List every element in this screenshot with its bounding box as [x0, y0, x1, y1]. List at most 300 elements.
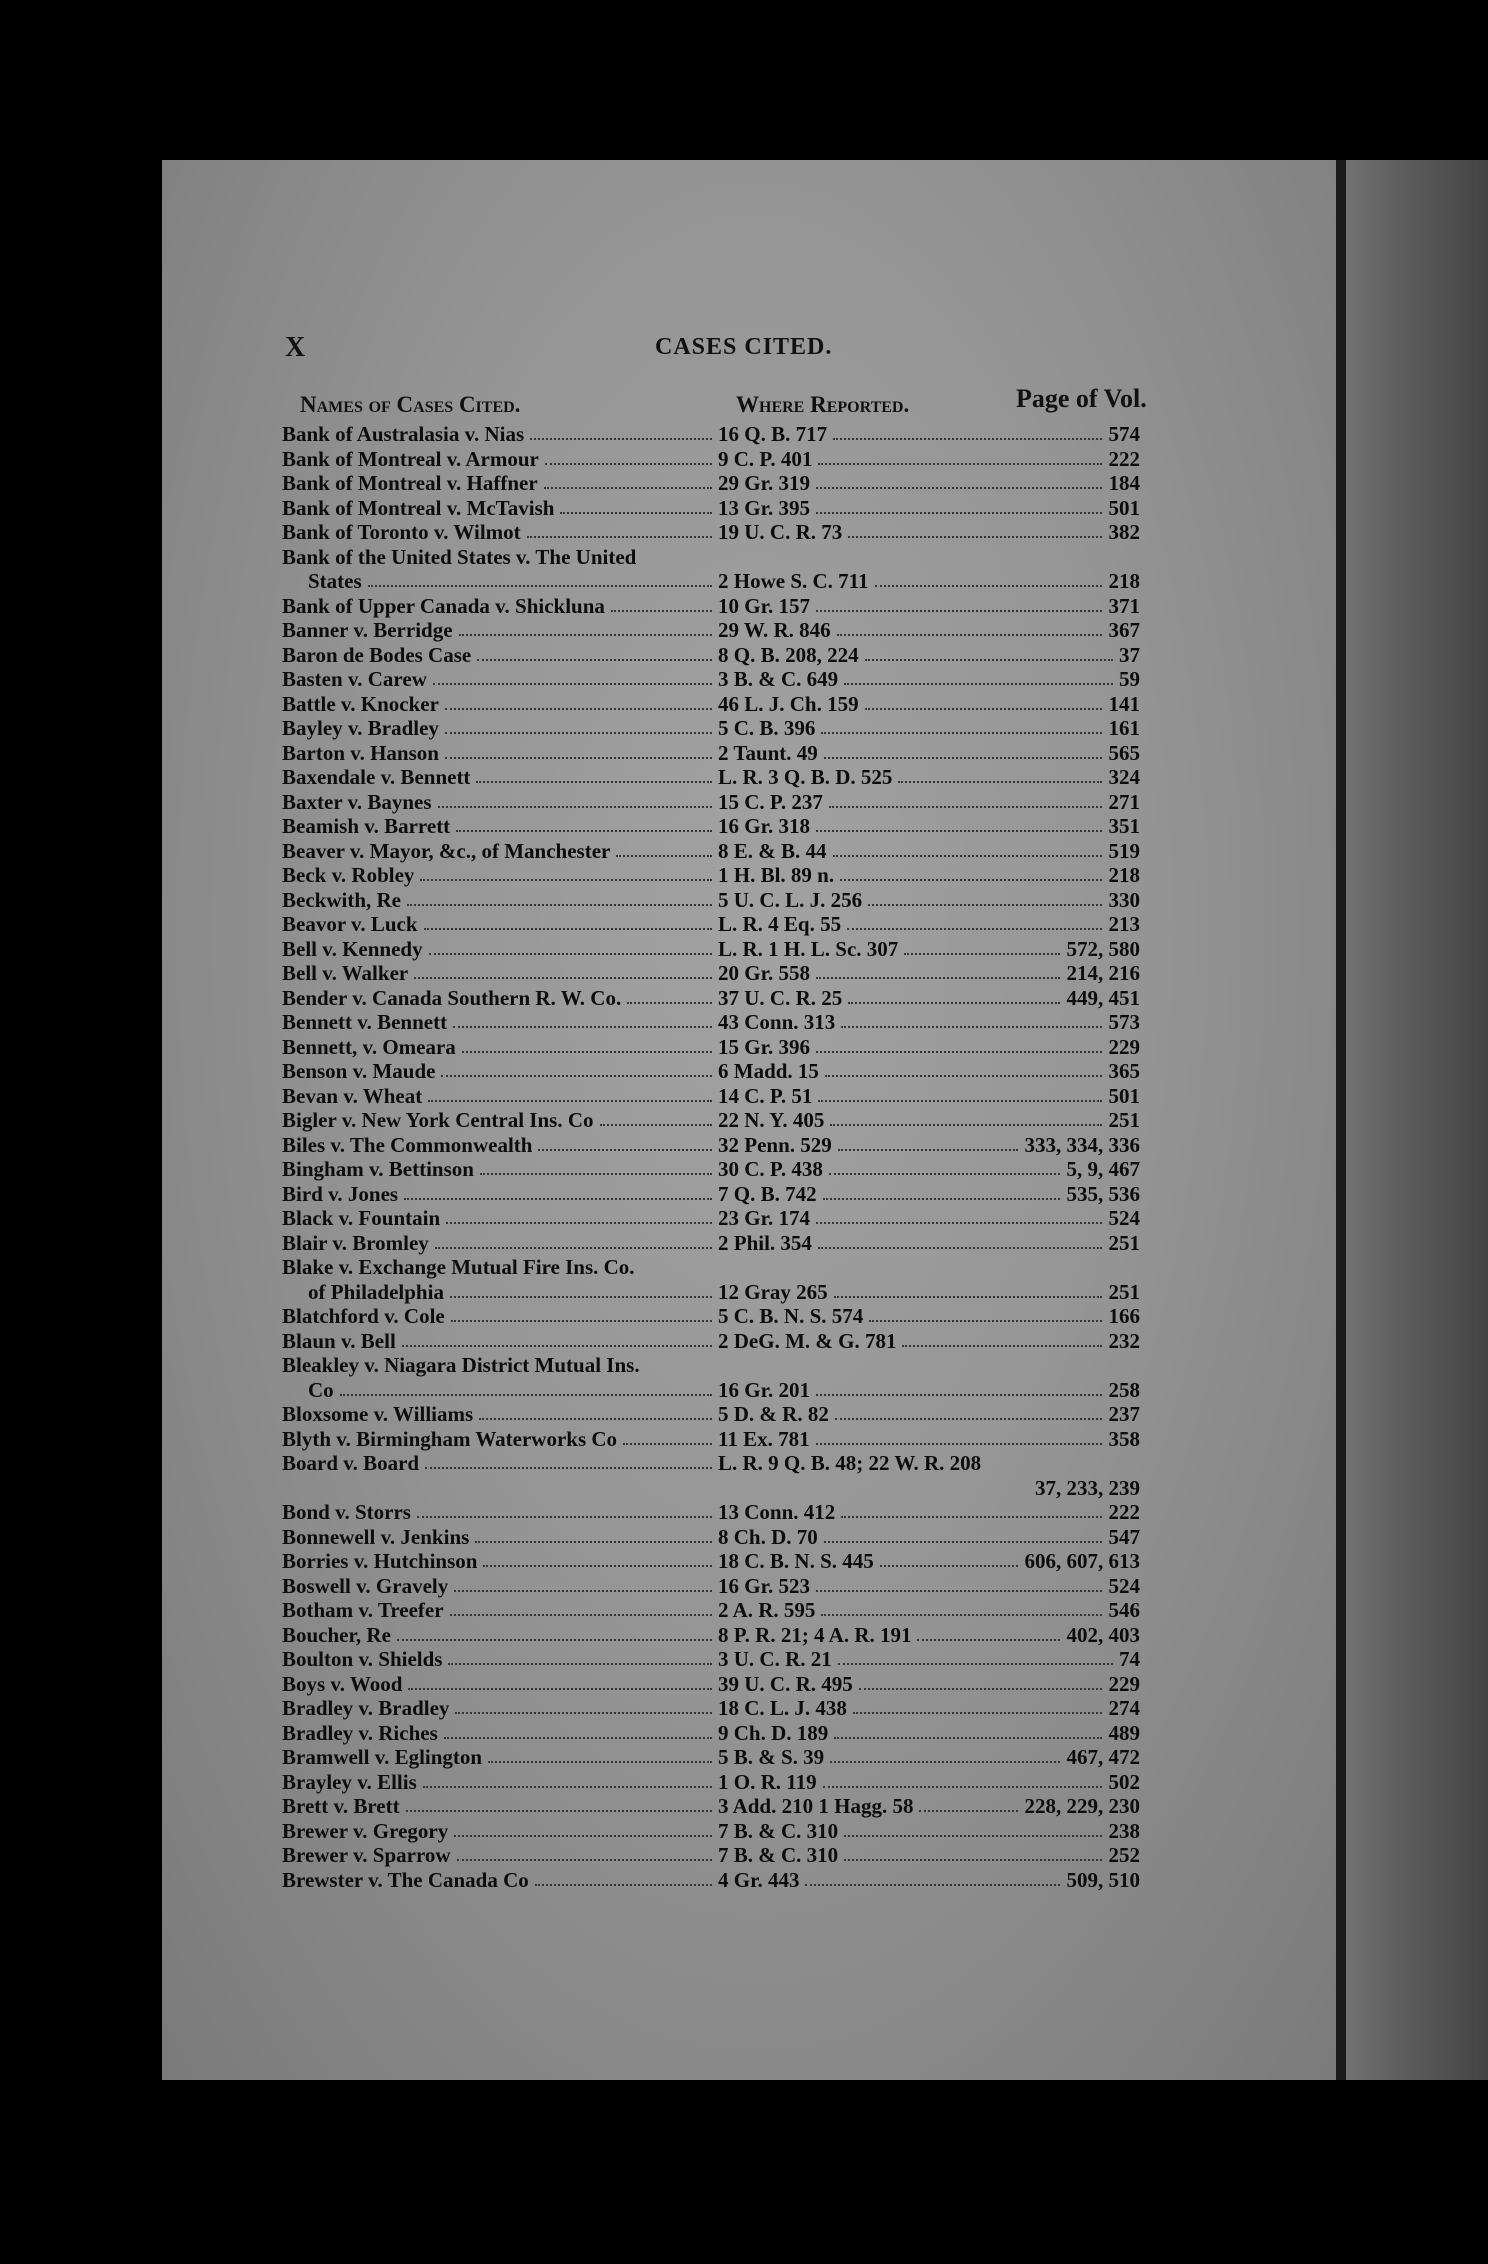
case-name: Bank of Upper Canada v. Shickluna	[282, 593, 605, 618]
case-entry	[260, 520, 1140, 545]
case-pages: 218	[1108, 569, 1140, 593]
case-name: Biles v. The Commonwealth	[282, 1132, 533, 1157]
case-entry	[260, 1182, 1140, 1207]
case-entry	[260, 1378, 1140, 1403]
case-reported: 16 Gr. 318	[718, 814, 810, 838]
dot-leader	[545, 463, 712, 465]
case-entry	[260, 1819, 1140, 1844]
case-name: Bank of Toronto v. Wilmot	[282, 520, 521, 544]
dot-leader	[848, 1002, 1060, 1004]
case-reported: 2 A. R. 595	[718, 1598, 816, 1622]
case-reported: 15 C. P. 237	[718, 789, 823, 814]
case-name: Bigler v. New York Central Ins. Co	[282, 1108, 594, 1132]
case-entry	[260, 1525, 1140, 1550]
case-pages: 501	[1108, 1083, 1140, 1108]
dot-leader	[835, 1418, 1102, 1420]
case-name: Beaver v. Mayor, &c., of Manchester	[282, 838, 611, 863]
case-entry	[260, 1794, 1140, 1819]
case-name: Bank of Montreal v. McTavish	[282, 495, 555, 520]
case-pages: 546	[1108, 1598, 1140, 1622]
dot-leader	[865, 708, 1102, 710]
dot-leader	[406, 1810, 712, 1812]
dot-leader	[530, 438, 712, 440]
case-reported: 8 Q. B. 208, 224	[718, 642, 859, 667]
case-entry	[260, 961, 1140, 986]
dot-leader	[869, 1320, 1102, 1322]
case-entry	[260, 1329, 1140, 1354]
dot-leader	[600, 1124, 712, 1126]
case-pages: 371	[1108, 593, 1140, 618]
case-entry	[260, 1843, 1140, 1868]
dot-leader	[824, 757, 1102, 759]
case-reported: 23 Gr. 174	[718, 1206, 810, 1230]
dot-leader	[875, 585, 1102, 587]
case-pages: 524	[1108, 1573, 1140, 1598]
case-pages: 402, 403	[1066, 1622, 1140, 1647]
dot-leader	[821, 1614, 1102, 1616]
case-reported: 13 Conn. 412	[718, 1500, 836, 1524]
case-entry	[260, 545, 1140, 570]
dot-leader	[837, 634, 1102, 636]
dot-leader	[480, 1173, 712, 1175]
dot-leader	[823, 1786, 1102, 1788]
case-reported: L. R. 4 Eq. 55	[718, 912, 842, 936]
dot-leader	[433, 683, 712, 685]
case-reported: 5 B. & S. 39	[718, 1745, 825, 1769]
case-reported: 2 Taunt. 49	[718, 740, 818, 765]
case-pages: 574	[1108, 422, 1140, 446]
case-name: Beavor v. Luck	[282, 912, 418, 936]
case-name: Blatchford v. Cole	[282, 1304, 445, 1328]
case-reported: 46 L. J. Ch. 159	[718, 691, 859, 716]
case-pages: 166	[1108, 1304, 1140, 1328]
case-name: Brewer v. Gregory	[282, 1818, 449, 1843]
page-number: X	[285, 332, 307, 363]
dot-leader	[825, 1075, 1102, 1077]
case-reported: 5 U. C. L. J. 256	[718, 887, 863, 912]
case-name: Bank of Montreal v. Armour	[282, 446, 539, 471]
case-entry	[260, 1770, 1140, 1795]
case-name: Bell v. Walker	[282, 961, 409, 985]
case-reported: 29 Gr. 319	[718, 471, 810, 495]
case-pages: 524	[1108, 1206, 1140, 1230]
case-reported: 32 Penn. 529	[718, 1132, 832, 1157]
case-entry	[260, 447, 1140, 472]
dot-leader	[816, 1222, 1102, 1224]
dot-leader	[902, 1345, 1102, 1347]
case-reported: 1 O. R. 119	[718, 1769, 817, 1794]
case-name: of Philadelphia	[308, 1279, 444, 1304]
case-pages: 501	[1108, 495, 1140, 520]
case-entry	[260, 569, 1140, 594]
dot-leader	[904, 953, 1060, 955]
case-reported: 20 Gr. 558	[718, 961, 810, 985]
case-name: Baxendale v. Bennett	[282, 765, 471, 789]
case-entry	[260, 692, 1140, 717]
dot-leader	[611, 610, 712, 612]
dot-leader	[829, 806, 1102, 808]
case-entry	[260, 839, 1140, 864]
case-entry	[260, 1623, 1140, 1648]
dot-leader	[441, 1075, 712, 1077]
case-entry	[260, 422, 1140, 447]
dot-leader	[477, 659, 712, 661]
case-reported: 37 U. C. R. 25	[718, 985, 843, 1010]
case-entry	[260, 1721, 1140, 1746]
case-reported: 11 Ex. 781	[718, 1426, 810, 1451]
dot-leader	[479, 1418, 712, 1420]
dot-leader	[424, 928, 712, 930]
case-pages: 232	[1108, 1328, 1140, 1353]
case-pages: 237	[1108, 1402, 1140, 1426]
dot-leader	[451, 1320, 712, 1322]
case-reported: 6 Madd. 15	[718, 1059, 819, 1083]
column-header-names: Names of Cases Cited.	[300, 392, 521, 417]
dot-leader	[816, 1394, 1102, 1396]
dot-leader	[397, 1639, 712, 1641]
case-entry	[260, 1427, 1140, 1452]
dot-leader	[830, 1124, 1102, 1126]
dot-leader	[853, 1712, 1102, 1714]
case-pages: 74	[1119, 1647, 1140, 1671]
dot-leader	[450, 1614, 712, 1616]
case-name: Board v. Board	[282, 1451, 420, 1475]
case-entry	[260, 741, 1140, 766]
dot-leader	[425, 1467, 712, 1469]
case-name: Brewster v. The Canada Co	[282, 1867, 529, 1892]
dot-leader	[840, 879, 1102, 881]
dot-leader	[428, 1100, 712, 1102]
dot-leader	[898, 781, 1102, 783]
case-entry	[260, 888, 1140, 913]
dot-leader	[445, 757, 712, 759]
case-reported: L. R. 9 Q. B. 48; 22 W. R. 208	[718, 1451, 982, 1475]
case-entry	[260, 912, 1140, 937]
case-name: Bloxsome v. Williams	[282, 1402, 474, 1426]
case-pages: 251	[1108, 1108, 1140, 1132]
case-reported: 5 C. B. N. S. 574	[718, 1304, 864, 1328]
dot-leader	[368, 585, 712, 587]
case-reported: 8 E. & B. 44	[718, 838, 827, 863]
case-pages: 218	[1108, 863, 1140, 887]
page-title: CASES CITED.	[655, 334, 833, 360]
case-name: Benson v. Maude	[282, 1059, 436, 1083]
dot-leader	[476, 781, 712, 783]
case-reported: 9 C. P. 401	[718, 446, 813, 471]
dot-leader	[818, 463, 1102, 465]
case-name: Baron de Bodes Case	[282, 642, 472, 667]
case-entry	[260, 1647, 1140, 1672]
case-reported: 2 DeG. M. & G. 781	[718, 1328, 897, 1353]
case-name: Bell v. Kennedy	[282, 936, 423, 961]
case-reported: 12 Gray 265	[718, 1279, 828, 1304]
case-reported: 7 B. & C. 310	[718, 1818, 839, 1843]
case-reported: 9 Ch. D. 189	[718, 1720, 829, 1745]
case-reported: L. R. 1 H. L. Sc. 307	[718, 936, 899, 961]
dot-leader	[816, 610, 1102, 612]
case-name: Bonnewell v. Jenkins	[282, 1524, 470, 1549]
dot-leader	[838, 1149, 1018, 1151]
case-name: Blake v. Exchange Mutual Fire Ins. Co.	[282, 1255, 635, 1279]
dot-leader	[623, 1443, 712, 1445]
case-name: Blyth v. Birmingham Waterworks Co	[282, 1426, 618, 1451]
case-pages: 333, 334, 336	[1024, 1132, 1140, 1157]
dot-leader	[402, 1345, 712, 1347]
column-header-where-reported: Where Reported.	[736, 392, 910, 417]
case-entry	[260, 814, 1140, 839]
case-name: Bleakley v. Niagara District Mutual Ins.	[282, 1353, 640, 1377]
dot-leader	[805, 1884, 1060, 1886]
dot-leader	[818, 1100, 1102, 1102]
case-name: Beck v. Robley	[282, 863, 415, 887]
case-entry	[260, 1035, 1140, 1060]
case-pages: 238	[1108, 1818, 1140, 1843]
dot-leader	[865, 659, 1113, 661]
dot-leader	[429, 953, 712, 955]
case-name: Bank of the United States v. The United	[282, 544, 637, 569]
dot-leader	[844, 1835, 1102, 1837]
case-reported: 43 Conn. 313	[718, 1010, 836, 1034]
case-entry	[260, 1598, 1140, 1623]
case-pages: 161	[1108, 716, 1140, 740]
case-name: Bird v. Jones	[282, 1181, 399, 1206]
case-reported: 16 Q. B. 717	[718, 422, 828, 446]
case-pages: 365	[1108, 1059, 1140, 1083]
cases-cited-list	[260, 422, 1140, 1892]
case-name: Bramwell v. Eglington	[282, 1745, 483, 1769]
case-pages: 228, 229, 230	[1024, 1794, 1140, 1818]
dot-leader	[833, 855, 1102, 857]
column-headers	[300, 384, 1160, 424]
dot-leader	[816, 830, 1102, 832]
dot-leader	[454, 1590, 712, 1592]
dot-leader	[453, 1026, 712, 1028]
case-pages: 489	[1108, 1720, 1140, 1745]
case-pages: 519	[1108, 838, 1140, 863]
case-name: Brewer v. Sparrow	[282, 1843, 451, 1867]
case-reported: 19 U. C. R. 73	[718, 520, 843, 544]
case-reported: 3 U. C. R. 21	[718, 1647, 832, 1671]
dot-leader	[844, 683, 1113, 685]
dot-leader	[446, 1222, 712, 1224]
case-pages: 252	[1108, 1843, 1140, 1867]
case-reported: 18 C. B. N. S. 445	[718, 1549, 874, 1573]
case-pages: 565	[1108, 740, 1140, 765]
case-entry	[260, 1868, 1140, 1893]
case-pages: 222	[1108, 1500, 1140, 1524]
case-reported: 5 C. B. 396	[718, 716, 816, 740]
case-name: Baxter v. Baynes	[282, 789, 432, 814]
dot-leader	[423, 1786, 712, 1788]
dot-leader	[868, 904, 1102, 906]
case-entry	[260, 1206, 1140, 1231]
dot-leader	[445, 732, 712, 734]
case-entry	[260, 1451, 1140, 1476]
dot-leader	[821, 732, 1102, 734]
dot-leader	[847, 928, 1102, 930]
case-entry	[260, 1672, 1140, 1697]
case-entry	[260, 1084, 1140, 1109]
case-name: Bradley v. Riches	[282, 1720, 438, 1745]
case-entry	[260, 1231, 1140, 1256]
case-entry	[260, 986, 1140, 1011]
case-reported: 16 Gr. 201	[718, 1377, 810, 1402]
case-pages: 358	[1108, 1426, 1140, 1451]
case-entry	[260, 765, 1140, 790]
case-name: Bank of Montreal v. Haffner	[282, 471, 538, 495]
case-name: Blaun v. Bell	[282, 1328, 396, 1353]
case-name: Banner v. Berridge	[282, 618, 453, 642]
dot-leader	[833, 438, 1102, 440]
case-entry	[260, 1059, 1140, 1084]
dot-leader	[816, 487, 1102, 489]
case-name: Bender v. Canada Southern R. W. Co.	[282, 985, 622, 1010]
case-entry	[260, 1500, 1140, 1525]
dot-leader	[538, 1149, 712, 1151]
case-reported: 10 Gr. 157	[718, 593, 810, 618]
case-pages: 274	[1108, 1696, 1140, 1720]
dot-leader	[450, 1296, 712, 1298]
case-reported: 2 Phil. 354	[718, 1230, 812, 1255]
dot-leader	[488, 1761, 712, 1763]
case-pages: 367	[1108, 618, 1140, 642]
case-entry	[260, 1574, 1140, 1599]
case-entry	[260, 667, 1140, 692]
dot-leader	[454, 1835, 712, 1837]
case-name: Bevan v. Wheat	[282, 1083, 423, 1108]
dot-leader	[848, 536, 1102, 538]
case-entry	[260, 937, 1140, 962]
dot-leader	[627, 1002, 712, 1004]
case-entry	[260, 1745, 1140, 1770]
case-pages: 141	[1108, 691, 1140, 716]
dot-leader	[340, 1394, 712, 1396]
case-reported: 8 P. R. 21; 4 A. R. 191	[718, 1622, 912, 1647]
dot-leader	[830, 1761, 1060, 1763]
case-pages: 509, 510	[1066, 1867, 1140, 1892]
dot-leader	[841, 1026, 1102, 1028]
case-reported: 2 Howe S. C. 711	[718, 569, 869, 593]
dot-leader	[404, 1198, 712, 1200]
dot-leader	[838, 1663, 1113, 1665]
dot-leader	[841, 1516, 1102, 1518]
dot-leader	[448, 1663, 712, 1665]
case-reported: 39 U. C. R. 495	[718, 1671, 853, 1696]
case-name: Boulton v. Shields	[282, 1647, 443, 1671]
dot-leader	[816, 977, 1060, 979]
case-pages: 449, 451	[1066, 985, 1140, 1010]
case-pages: 547	[1108, 1524, 1140, 1549]
dot-leader	[420, 879, 712, 881]
case-name: Bond v. Storrs	[282, 1500, 411, 1524]
case-pages: 467, 472	[1066, 1745, 1140, 1769]
dot-leader	[414, 977, 712, 979]
case-entry	[260, 471, 1140, 496]
case-reported: 7 Q. B. 742	[718, 1181, 817, 1206]
dot-leader	[407, 904, 712, 906]
case-reported: 13 Gr. 395	[718, 495, 810, 520]
case-entry	[260, 1402, 1140, 1427]
case-entry	[260, 1255, 1140, 1280]
case-pages: 213	[1108, 912, 1140, 936]
case-entry	[260, 1304, 1140, 1329]
case-reported: 18 C. L. J. 438	[718, 1696, 847, 1720]
dot-leader	[457, 1859, 712, 1861]
dot-leader	[824, 1541, 1102, 1543]
case-name: Basten v. Carew	[282, 667, 427, 691]
dot-leader	[455, 1712, 712, 1714]
page-header	[285, 332, 1165, 366]
case-name: Barton v. Hanson	[282, 740, 439, 765]
case-name: Bayley v. Bradley	[282, 716, 439, 740]
case-reported: 14 C. P. 51	[718, 1083, 813, 1108]
dot-leader	[816, 1051, 1102, 1053]
dot-leader	[483, 1565, 712, 1567]
dot-leader	[535, 1884, 712, 1886]
case-pages: 382	[1108, 520, 1140, 544]
dot-leader	[816, 512, 1102, 514]
case-pages: 184	[1108, 471, 1140, 495]
case-name: Bennett, v. Omeara	[282, 1034, 456, 1059]
case-reported: 29 W. R. 846	[718, 618, 831, 642]
case-reported: 4 Gr. 443	[718, 1867, 800, 1892]
case-name: Battle v. Knocker	[282, 691, 439, 716]
dot-leader	[859, 1688, 1102, 1690]
dot-leader	[444, 1737, 712, 1739]
case-entry	[260, 863, 1140, 888]
case-entry	[260, 790, 1140, 815]
case-entry	[260, 1696, 1140, 1721]
case-reported: 30 C. P. 438	[718, 1157, 823, 1181]
dot-leader	[816, 1443, 1102, 1445]
dot-leader	[462, 1051, 712, 1053]
case-name: Boys v. Wood	[282, 1671, 403, 1696]
dot-leader	[560, 512, 712, 514]
case-pages: 229	[1108, 1671, 1140, 1696]
case-reported: 7 B. & C. 310	[718, 1843, 839, 1867]
dot-leader	[527, 536, 712, 538]
case-name: Black v. Fountain	[282, 1206, 441, 1230]
case-name: Bingham v. Bettinson	[282, 1157, 474, 1181]
case-pages: 573	[1108, 1010, 1140, 1034]
dot-leader	[445, 708, 712, 710]
dot-leader	[438, 806, 712, 808]
case-reported: 5 D. & R. 82	[718, 1402, 829, 1426]
case-pages: 502	[1108, 1769, 1140, 1794]
case-reported: 16 Gr. 523	[718, 1573, 810, 1598]
case-reported: 22 N. Y. 405	[718, 1108, 825, 1132]
case-name: Borries v. Hutchinson	[282, 1549, 478, 1573]
case-pages: 572, 580	[1066, 936, 1140, 961]
case-entry	[260, 1549, 1140, 1574]
case-entry	[260, 643, 1140, 668]
dot-leader	[834, 1737, 1102, 1739]
case-pages: 222	[1108, 446, 1140, 471]
case-entry	[260, 1157, 1140, 1182]
case-pages: 251	[1108, 1279, 1140, 1304]
case-entry	[260, 1280, 1140, 1305]
case-name: Botham v. Treefer	[282, 1598, 444, 1622]
case-pages: 59	[1119, 667, 1140, 691]
case-entry	[260, 1353, 1140, 1378]
dot-leader	[475, 1541, 712, 1543]
case-pages: 251	[1108, 1230, 1140, 1255]
dot-leader	[408, 1688, 712, 1690]
case-entry	[260, 594, 1140, 619]
case-entry	[260, 1476, 1140, 1501]
case-reported: L. R. 3 Q. B. D. 525	[718, 765, 893, 789]
case-name: States	[308, 569, 362, 593]
